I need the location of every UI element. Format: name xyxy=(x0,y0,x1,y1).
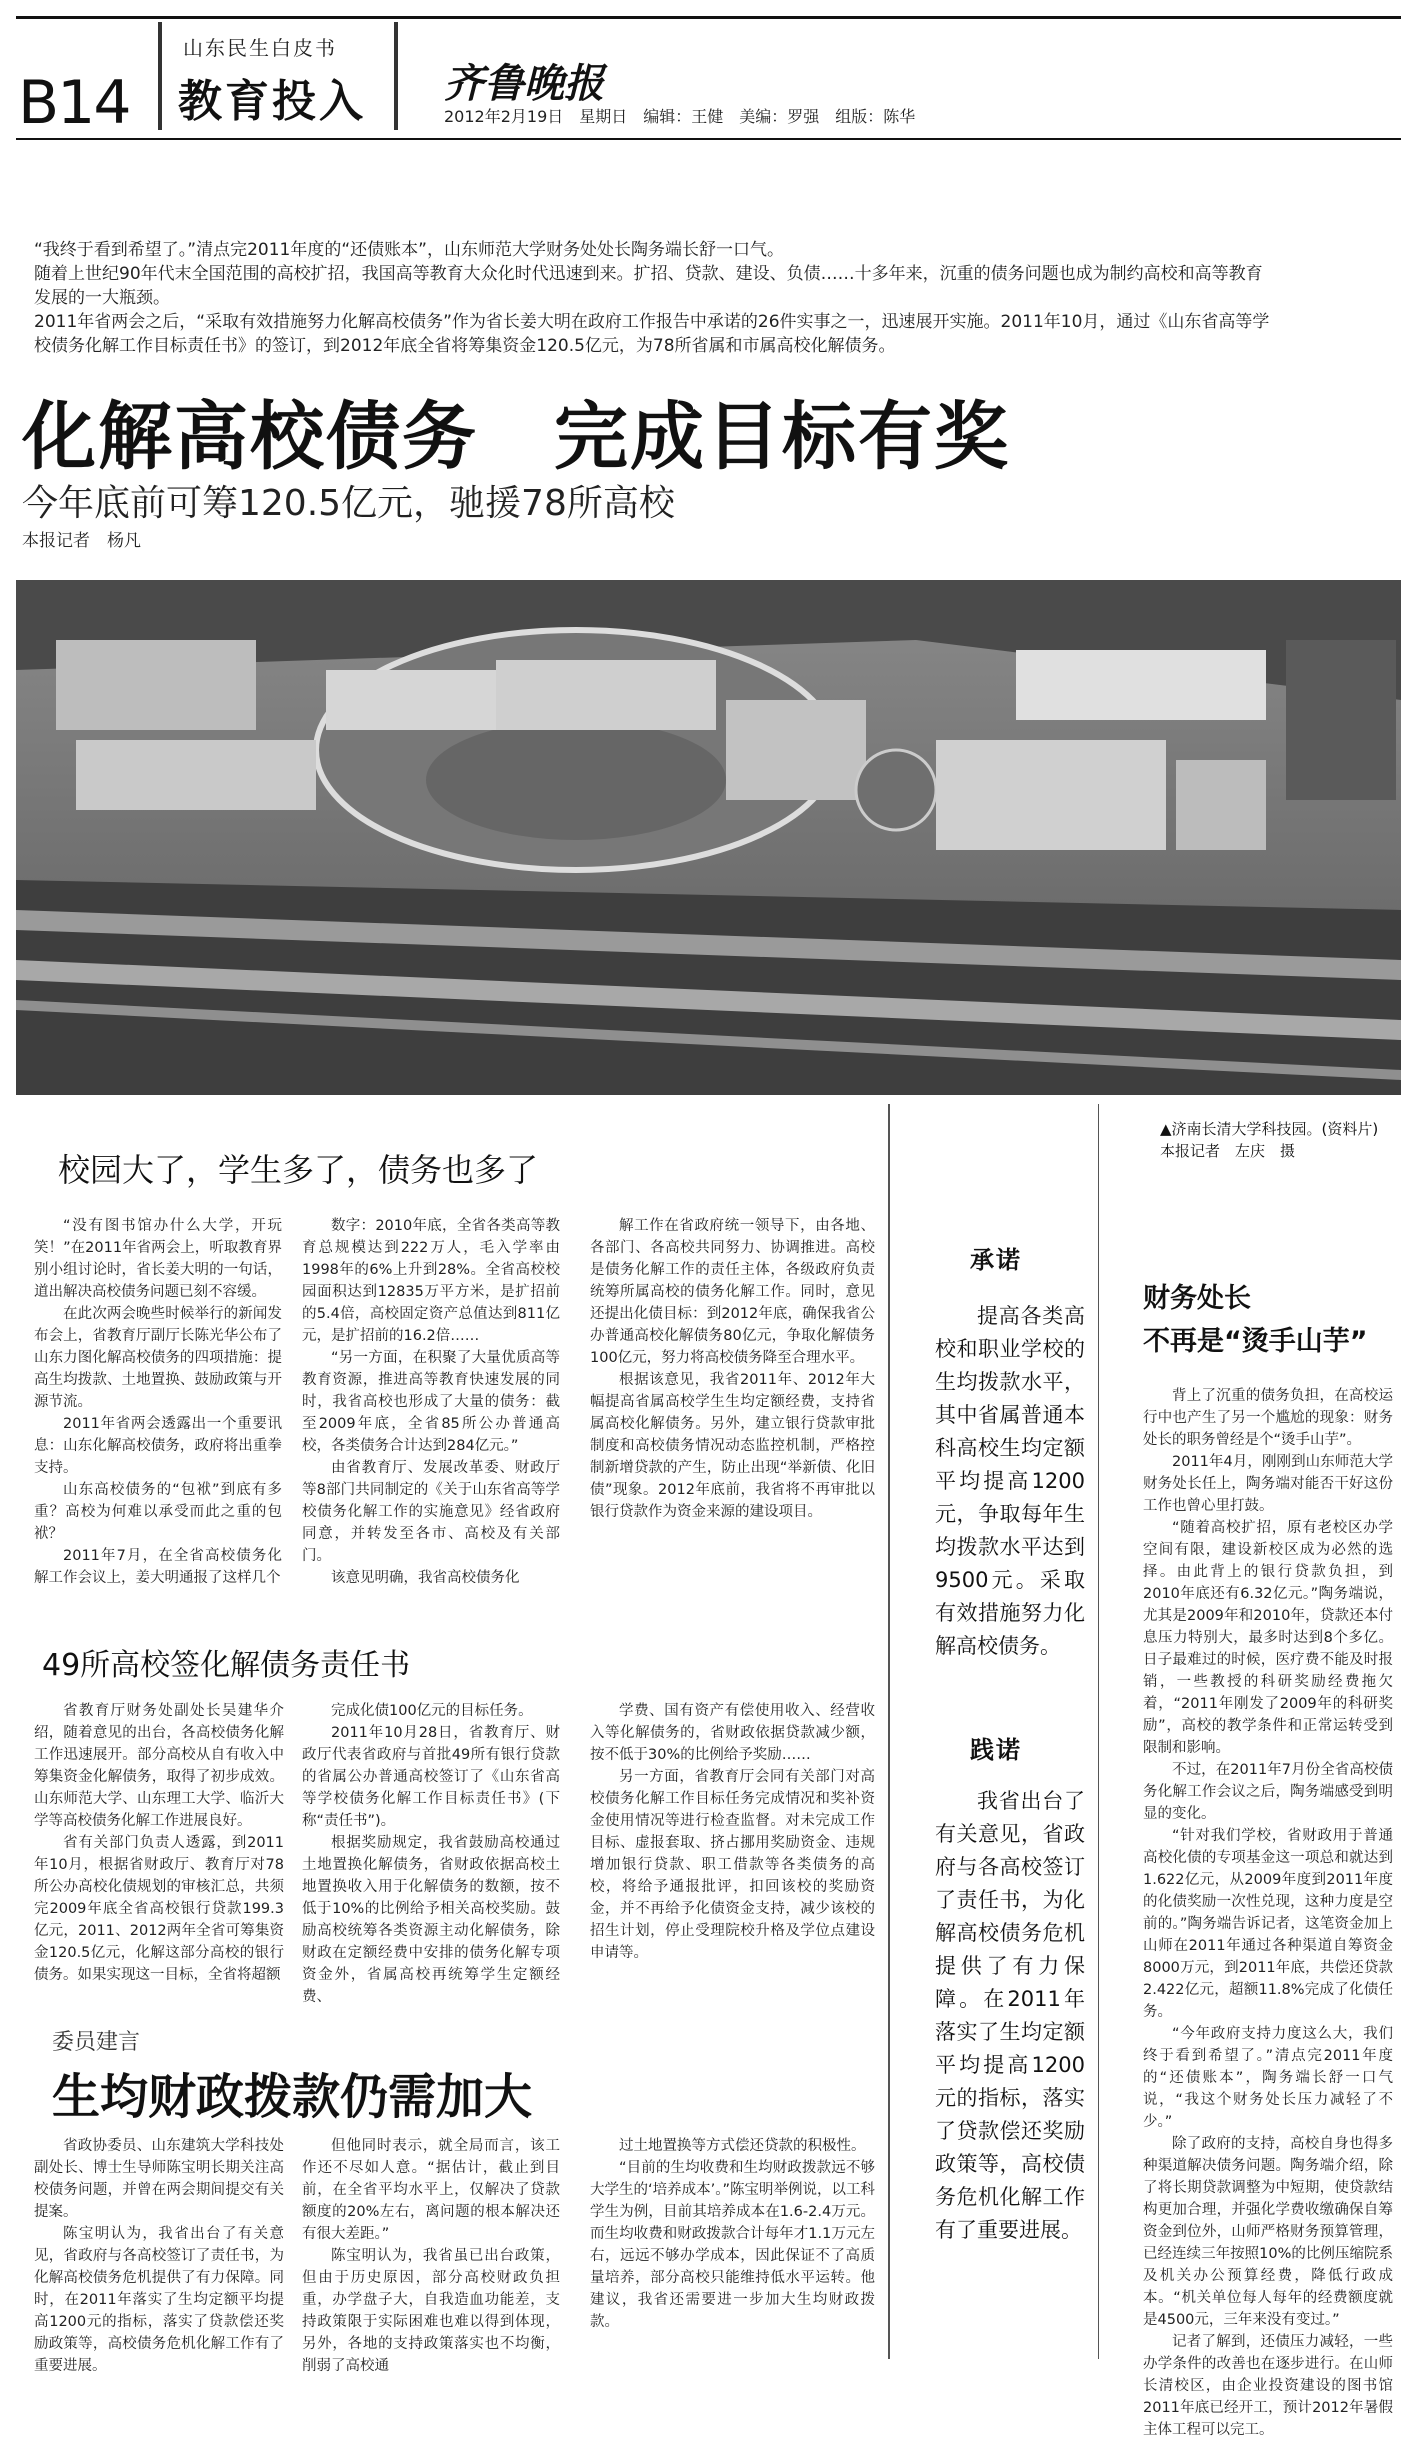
paragraph: “今年政府支持力度这么大，我们终于看到希望了。”清点完2011年度的“还债账本”，陶务端长舒一口气说，“我这个财务处长压力减轻了不少。” xyxy=(1143,2026,1393,2130)
paragraph: 山东高校债务的“包袱”到底有多重？高校为何难以承受而此之重的包袱？ xyxy=(34,1482,282,1542)
top-rule xyxy=(16,16,1401,19)
paragraph: “另一方面，在积聚了大量优质高等教育资源，推进高等教育快速发展的同时，我省高校也形成了大量的债务：截至2009年底，全省85所公办普通高校，各类债务合计达到284亿元。” xyxy=(302,1350,560,1454)
paragraph: 根据该意见，我省2011年、2012年大幅提高省属高校学生生均定额经费，支持省属高校化解债务。另外，建立银行贷款审批制度和高校债务情况动态监控机制，严格控制新增贷款的产生，防止出现“举新债、化旧债”现象。2012年底前，我省将不再审批以银行贷款作为资金来源的建设项目。 xyxy=(590,1372,875,1520)
sub-headline: 今年底前可筹120.5亿元，驰援78所高校 xyxy=(22,483,675,524)
promise-title: 承诺 xyxy=(970,1246,1022,1274)
photo-credit: 本报记者 左庆 摄 xyxy=(1160,1142,1296,1160)
section1-column-2 xyxy=(302,1215,560,1590)
paragraph: 完成化债100亿元的目标任务。 xyxy=(331,1703,533,1719)
section-title-responsibility: 49所高校签化解债务责任书 xyxy=(42,1648,411,1683)
paragraph: 在此次两会晚些时候举行的新闻发布会上，省教育厅副厅长陈光华公布了山东力图化解高校债务的四项措施：提高生均拨款、土地置换、鼓励政策与开源节流。 xyxy=(34,1306,282,1410)
right-title-line-2: 不再是“烫手山芋” xyxy=(1143,1326,1368,1357)
lead-paragraph-2: 随着上世纪90年代末全国范围的高校扩招，我国高等教育大众化时代迅速到来。扩招、贷款、建设、负债……十多年来，沉重的债务问题也成为制约高校和高等教育发展的一大瓶颈。 xyxy=(34,264,1263,308)
section1-column-3 xyxy=(590,1215,875,1590)
paragraph: 记者了解到，还债压力减轻，一些办学条件的改善也在逐步进行。在山师长清校区，由企业投资建设的图书馆2011年底已经开工，预计2012年暑假主体工程可以完工。 xyxy=(1143,2334,1393,2438)
paragraph: “随着高校扩招，原有老校区办学空间有限，建设新校区成为必然的选择。由此背上的银行贷款负担，到2010年底还有6.32亿元。”陶务端说，尤其是2009年和2010年，贷款还本付息压力特别大，最多时达到8个多亿。日子最难过的时候，医疗费不能及时报销，一些教授的科研奖励经费拖欠着，“2011年刚发了2009年的科研奖励”，高校的教学条件和正常运转受到限制和影响。 xyxy=(1143,1520,1393,1756)
practice-text xyxy=(935,1785,1085,2247)
section2-column-3 xyxy=(590,1700,875,2020)
promise-text xyxy=(935,1300,1085,1663)
caption-text: ▲济南长清大学科技园。(资料片) xyxy=(1160,1120,1379,1138)
paragraph: 省政协委员、山东建筑大学科技处副处长、博士生导师陈宝明长期关注高校债务问题，并曾在两会期间提交有关提案。 xyxy=(34,2138,284,2220)
masthead-rule xyxy=(16,138,1401,140)
paragraph: 省有关部门负责人透露，到2011年10月，根据省财政厅、教育厅对78所公办高校化债规划的审核汇总，共须完2009年底全省高校银行贷款199.3亿元，2011、2012两年全省可筹集资金120.5亿元，化解这部分高校的银行债务。如果实现这一目标，全省将超额 xyxy=(34,1835,284,1983)
practice-title: 践诺 xyxy=(970,1736,1022,1764)
aerial-photo-illustration xyxy=(16,580,1401,1095)
paragraph: 陈宝明认为，我省出台了有关意见，省政府与各高校签订了责任书，为化解高校债务危机提供了有力保障。同时，在2011年落实了生均定额平均提高1200元的指标，落实了贷款偿还奖励政策等，高校债务危机化解工作有了重要进展。 xyxy=(34,2226,284,2374)
paragraph: 解工作在省政府统一领导下，由各地、各部门、各高校共同努力、协调推进。高校是债务化解工作的责任主体，各级政府负责统筹所属高校的债务化解工作。同时，意见还提出化债目标：到2012年底，确保我省公办普通高校化解债务80亿元，争取化解债务100亿元，努力将高校债务降至合理水平。 xyxy=(590,1218,875,1366)
paragraph: 该意见明确，我省高校债务化 xyxy=(331,1570,520,1586)
paragraph: 2011年10月28日，省教育厅、财政厅代表省政府与首批49所有银行贷款的省属公办普通高校签订了《山东省高等学校债务化解工作目标责任书》(下称“责任书”)。 xyxy=(302,1725,560,1829)
photo-caption xyxy=(1160,1118,1390,1162)
paragraph: 2011年省两会透露出一个重要讯息：山东化解高校债务，政府将出重拳支持。 xyxy=(34,1416,282,1476)
page-number: B14 xyxy=(18,68,130,138)
right-title-line-1: 财务处长 xyxy=(1143,1283,1251,1314)
section2-column-1 xyxy=(34,1700,284,2020)
issue-info: 2012年2月19日 星期日 编辑：王健 美编：罗强 组版：陈华 xyxy=(444,107,916,126)
byline: 本报记者 杨凡 xyxy=(22,531,141,551)
section2-column-2 xyxy=(302,1700,560,2020)
right-column-body xyxy=(1143,1385,1393,2438)
paragraph: 但他同时表示，就全局而言，该工作还不尽如人意。“据估计，截止到目前，在全省平均水平上，仅解决了贷款额度的20%左右，离问题的根本解决还有很大差距。” xyxy=(302,2138,560,2242)
paragraph: 不过，在2011年7月份全省高校债务化解工作会议之后，陶务端感受到明显的变化。 xyxy=(1143,1762,1393,1822)
section-label-proposal: 委员建言 xyxy=(52,2030,141,2055)
section3-column-2 xyxy=(302,2135,560,2374)
paragraph: 过土地置换等方式偿还贷款的积极性。 xyxy=(619,2138,866,2154)
paragraph: 2011年4月，刚刚到山东师范大学财务处长任上，陶务端对能否干好这份工作也曾心里打鼓。 xyxy=(1143,1454,1393,1514)
newspaper-logo: 齐鲁晚报 xyxy=(444,60,604,107)
section1-column-1 xyxy=(34,1215,282,1590)
paragraph: 由省教育厅、发展改革委、财政厅等8部门共同制定的《关于山东省高等学校债务化解工作的实施意见》经省政府同意，并转发至各市、高校及有关部门。 xyxy=(302,1460,560,1564)
paragraph: “针对我们学校，省财政用于普通高校化债的专项基金这一项总和就达到1.622亿元，从2009年度到2011年度的化债奖励一次性兑现，这种力度是空前的。”陶务端告诉记者，这笔资金加上山师在2011年通过各种渠道自筹资金8000万元，到2011年底，共偿还贷款2.422亿元，超额11.8%完成了化债任务。 xyxy=(1143,1828,1393,2020)
paragraph: 省教育厅财务处副处长吴建华介绍，随着意见的出台，各高校债务化解工作迅速展开。部分高校从自有收入中筹集资金化解债务，取得了初步成效。山东师范大学、山东理工大学、临沂大学等高校债务化解工作进展良好。 xyxy=(34,1703,284,1829)
section3-column-3 xyxy=(590,2135,875,2365)
lead-paragraph-3: 2011年省两会之后，“采取有效措施努力化解高校债务”作为省长姜大明在政府工作报告中承诺的26件实事之一，迅速展开实施。2011年10月，通过《山东省高等学校债务化解工作目标责任书》的签订，到2012年底全省将筹集资金120.5亿元，为78所省属和市属高校化解债务。 xyxy=(34,312,1270,356)
campus-aerial-photo xyxy=(16,580,1401,1095)
paragraph: 根据奖励规定，我省鼓励高校通过土地置换化解债务，省财政依据高校土地置换收入用于化解债务的数额，按不低于10%的比例给予相关高校奖励。鼓励高校统筹各类资源主动化解债务，除财政在定额经费中安排的债务化解专项资金外，省属高校再统筹学生定额经费、 xyxy=(302,1835,560,2005)
paragraph: “目前的生均收费和生均财政拨款远不够大学生的‘培养成本’。”陈宝明举例说，以工科学生为例，目前其培养成本在1.6-2.4万元。而生均收费和财政拨款合计每年才1.1万元左右，远远不够办学成本，因此保证不了高质量培养，部分高校只能维持低水平运转。他建议，我省还需要进一步加大生均财政拨款。 xyxy=(590,2160,875,2330)
paragraph: 陈宝明认为，我省虽已出台政策，但由于历史原因，部分高校财政负担重，办学盘子大，自我造血功能差，支持政策限于实际困难也难以得到体现，另外，各地的支持政策落实也不均衡，削弱了高校通 xyxy=(302,2248,560,2374)
paragraph: 我省出台了有关意见，省政府与各高校签订了责任书，为化解高校债务危机提供了有力保障。在2011年落实了生均定额平均提高1200元的指标，落实了贷款偿还奖励政策等，高校债务危机化解工作有了重要进展。 xyxy=(935,1789,1085,2242)
column-divider-sidebar xyxy=(1098,1104,1099,2359)
main-headline: 化解高校债务 完成目标有奖 xyxy=(22,394,1010,480)
paragraph: 提高各类高校和职业学校的生均拨款水平，其中省属普通本科高校生均定额平均提高1200元，争取每年生均拨款水平达到9500元。采取有效措施努力化解高校债务。 xyxy=(935,1304,1085,1658)
section3-column-1 xyxy=(34,2135,284,2374)
column-divider-main xyxy=(888,1104,890,2359)
column-title: 教育投入 xyxy=(178,76,366,127)
paragraph: 学费、国有资产有偿使用收入、经营收入等化解债务的，省财政依据贷款减少额，按不低于30%的比例给予奖励…… xyxy=(590,1703,875,1763)
paragraph: 除了政府的支持，高校自身也得多种渠道解决债务问题。陶务端介绍，除了将长期贷款调整为中短期，使贷款结构更加合理，并强化学费收缴确保自筹资金到位外，山师严格财务预算管理，已经连续三年按照10%的比例压缩院系及机关办公预算经费，降低行政成本。“机关单位每人每年的经费额度就是4500元，三年来没有变过。” xyxy=(1143,2136,1393,2328)
paragraph: 2011年7月，在全省高校债务化解工作会议上，姜大明通报了这样几个 xyxy=(34,1548,282,1586)
section-title-campus: 校园大了，学生多了，债务也多了 xyxy=(58,1151,539,1189)
section-title-funding: 生均财政拨款仍需加大 xyxy=(52,2069,533,2125)
paragraph: 背上了沉重的债务负担，在高校运行中也产生了另一个尴尬的现象：财务处长的职务曾经是个“烫手山芋”。 xyxy=(1143,1388,1393,1448)
column-series: 山东民生白皮书 xyxy=(183,36,337,60)
paragraph: “没有图书馆办什么大学，开玩笑！”在2011年省两会上，听取教育界别小组讨论时，省长姜大明的一句话，道出解决高校债务问题已刻不容缓。 xyxy=(34,1218,282,1300)
paragraph: 数字：2010年底，全省各类高等教育总规模达到222万人，毛入学率由1998年的6%上升到28%。全省高校校园面积达到12835万平方米，是扩招前的5.4倍，高校固定资产总值达到811亿元，是扩招前的16.2倍…… xyxy=(302,1218,560,1344)
lead-paragraph-1: “我终于看到希望了。”清点完2011年度的“还债账本”，山东师范大学财务处处长陶务端长舒一口气。 xyxy=(34,240,784,260)
paragraph: 另一方面，省教育厅会同有关部门对高校债务化解工作目标任务完成情况和奖补资金使用情况等进行检查监督。对未完成工作目标、虚报套取、挤占挪用奖励资金、违规增加银行贷款、职工借款等各类债务的高校，将给予通报批评，扣回该校的奖励资金，并不再给予化债资金支持，减少该校的招生计划，停止受理院校升格及学位点建设申请等。 xyxy=(590,1769,875,1961)
